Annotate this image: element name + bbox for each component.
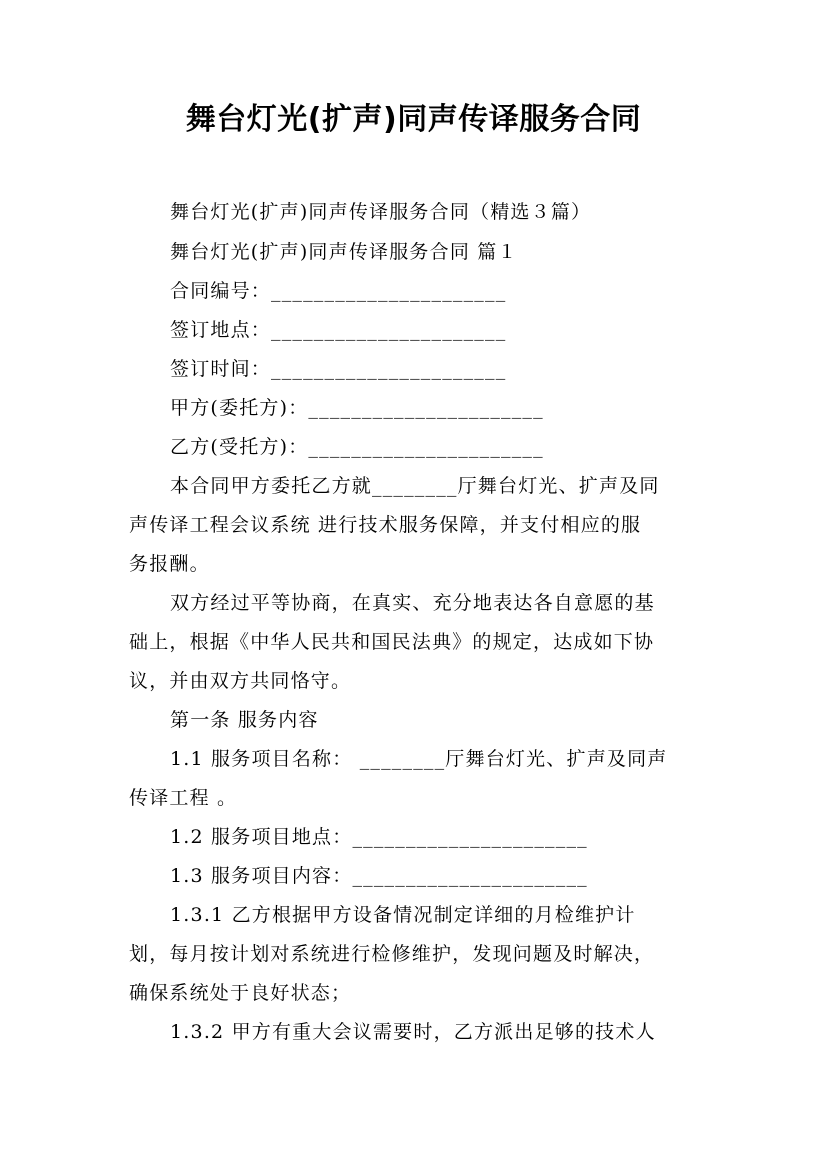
party-a-field: 甲方(委托方)：______________________ [170,397,544,419]
clause-line: 1.1 服务项目名称： ________厅舞台灯光、扩声及同声 [170,748,668,770]
clause-line: 确保系统处于良好状态； [129,982,352,1004]
clause-line: 传译工程 。 [129,787,238,809]
clause-line: 划，每月按计划对系统进行检修维护，发现问题及时解决， [129,943,655,965]
paragraph-line: 议，并由双方共同恪守。 [129,670,352,692]
party-b-field: 乙方(受托方)：______________________ [170,436,544,458]
subtitle-part-1: 舞台灯光(扩声)同声传译服务合同 篇１ [170,241,518,263]
clause-line: 1.3 服务项目内容：______________________ [170,865,588,887]
paragraph-line: 本合同甲方委托乙方就________厅舞台灯光、扩声及同 [170,475,660,497]
subtitle-collection: 舞台灯光(扩声)同声传译服务合同（精选３篇） [170,201,592,223]
paragraph-line: 务报酬。 [129,553,210,575]
signing-place-field: 签订地点：______________________ [170,319,507,341]
paragraph-line: 双方经过平等协商，在真实、充分地表达各自意愿的基 [170,592,655,614]
signing-time-field: 签订时间：______________________ [170,358,507,380]
paragraph-line: 声传译工程会议系统 进行技术服务保障，并支付相应的服 [129,514,642,536]
section-heading: 第一条 服务内容 [170,709,319,731]
clause-line: 1.2 服务项目地点：______________________ [170,826,588,848]
clause-line: 1.3.2 甲方有重大会议需要时，乙方派出足够的技术人 [170,1021,656,1043]
document-title: 舞台灯光(扩声)同声传译服务合同 [185,102,642,137]
paragraph-line: 础上，根据《中华人民共和国民法典》的规定，达成如下协 [129,631,655,653]
clause-line: 1.3.1 乙方根据甲方设备情况制定详细的月检维护计 [170,904,636,926]
contract-number-field: 合同编号：______________________ [170,280,507,302]
